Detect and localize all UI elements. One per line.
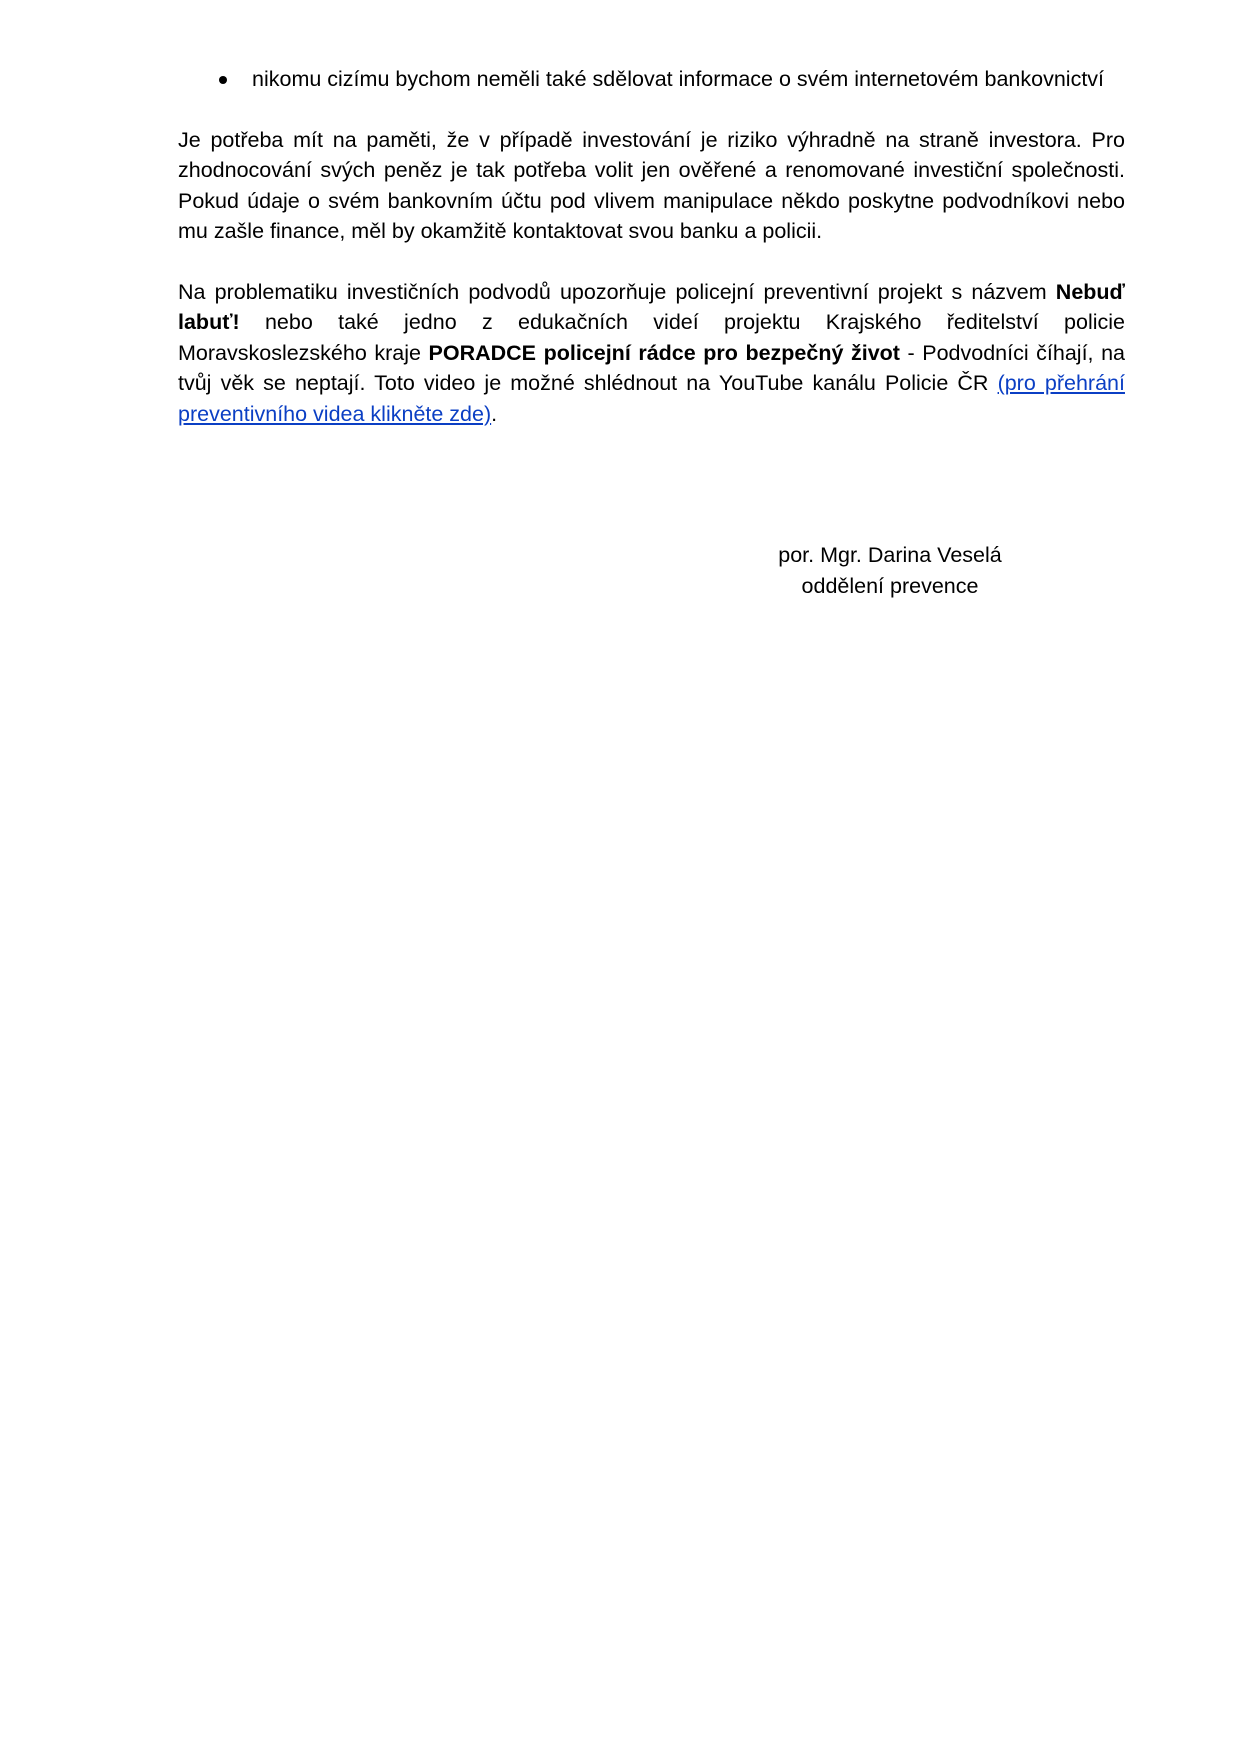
paragraph-text-part-3: - Podvodníci číhají, na tvůj věk se neptají. Toto video je možné shlédnout na YouTube kanálu Policie ČR <box>178 340 1125 395</box>
paragraph-text-part-1: Na problematiku investičních podvodů upozorňuje policejní preventivní projekt s názvem <box>178 279 1056 304</box>
document-body <box>178 64 1125 429</box>
bullet-list <box>178 64 1125 95</box>
list-item-text: nikomu cizímu bychom neměli také sdělovat informace o svém internetovém bankovnictví <box>252 67 1105 91</box>
signature-name: por. Mgr. Darina Veselá <box>778 543 1002 567</box>
paragraph-prevention-project <box>178 277 1125 430</box>
paragraph-text-part-4: . <box>491 401 498 426</box>
signature-block <box>700 540 1080 602</box>
signature-department: oddělení prevence <box>801 574 979 598</box>
project-name-poradce: PORADCE policejní rádce pro bezpečný život <box>428 340 900 365</box>
paragraph-text-part-2: nebo také jedno z edukačních videí projektu Krajského ředitelství policie Moravskoslezského kraje <box>178 310 1125 365</box>
paragraph-text: Je potřeba mít na paměti, že v případě investování je riziko výhradně na straně investora. Pro zhodnocování svých peněz je tak potřeba volit jen ověřené a renomované investiční společnosti. Pokud údaje o svém bankovním účtu pod vlivem manipulace někdo poskytne podvodníkovi nebo mu zašle finance, měl by okamžitě kontaktovat svou banku a policii. <box>178 127 1125 243</box>
list-item <box>178 64 1125 95</box>
bullet-icon <box>219 76 227 84</box>
project-name-nebud-labut: Nebuď labuť! <box>178 279 1125 334</box>
video-link[interactable]: (pro přehrání preventivního videa klikněte zde) <box>178 371 1125 426</box>
paragraph-investment-risk <box>178 125 1125 247</box>
